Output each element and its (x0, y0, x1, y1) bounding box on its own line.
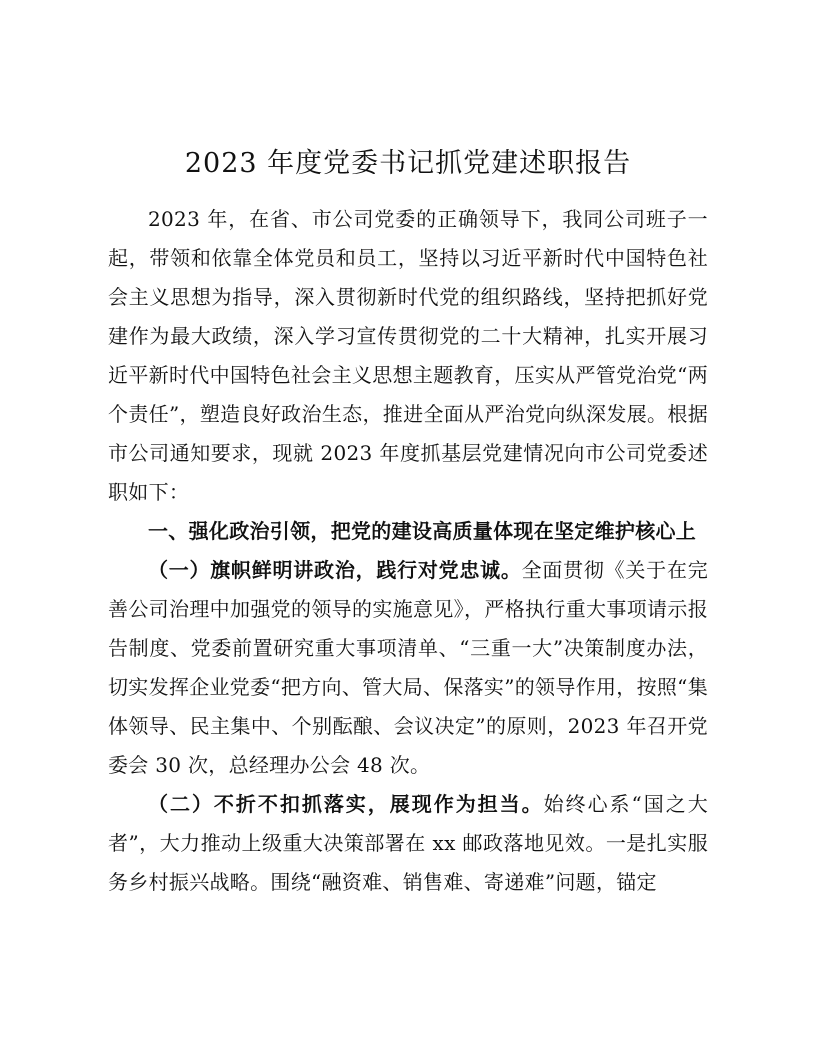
item-body-2: 始终心系“国之大者”，大力推动上级重大决策部署在 xx 邮政落地见效。一是扎实服务乡村振兴战略。围绕“融资难、销售难、寄递难”问题，锚定 (108, 792, 709, 894)
item-lead-1: （一）旗帜鲜明讲政治，践行对党忠诚。 (148, 558, 522, 582)
item-paragraph-1 (108, 551, 708, 785)
item-lead-2: （二）不折不扣抓落实，展现作为担当。 (148, 792, 544, 816)
section-heading-1: 一、强化政治引领，把党的建设高质量体现在坚定维护核心上 (148, 519, 697, 543)
document-body (108, 200, 708, 902)
item-body-1: 全面贯彻《关于在完善公司治理中加强党的领导的实施意见》，严格执行重大事项请示报告制度、党委前置研究重大事项清单、“三重一大”决策制度办法，切实发挥企业党委“把方向、管大局、保落实”的领导作用，按照“集体领导、民主集中、个别酝酿、会议决定”的原则，2023 年召开党委会 30 次，总经理办公会 48 次。 (108, 558, 708, 777)
item-paragraph-2 (108, 785, 708, 902)
document-title: 2023 年度党委书记抓党建述职报告 (184, 148, 632, 179)
intro-paragraph: 2023 年，在省、市公司党委的正确领导下，我同公司班子一起，带领和依靠全体党员和员工，坚持以习近平新时代中国特色社会主义思想为指导，深入贯彻新时代党的组织路线，坚持把抓好党建作为最大政绩，深入学习宣传贯彻党的二十大精神，扎实开展习近平新时代中国特色社会主义思想主题教育，压实从严管党治党“两个责任”，塑造良好政治生态，推进全面从严治党向纵深发展。根据市公司通知要求，现就 2023 年度抓基层党建情况向市公司党委述职如下： (108, 207, 708, 504)
